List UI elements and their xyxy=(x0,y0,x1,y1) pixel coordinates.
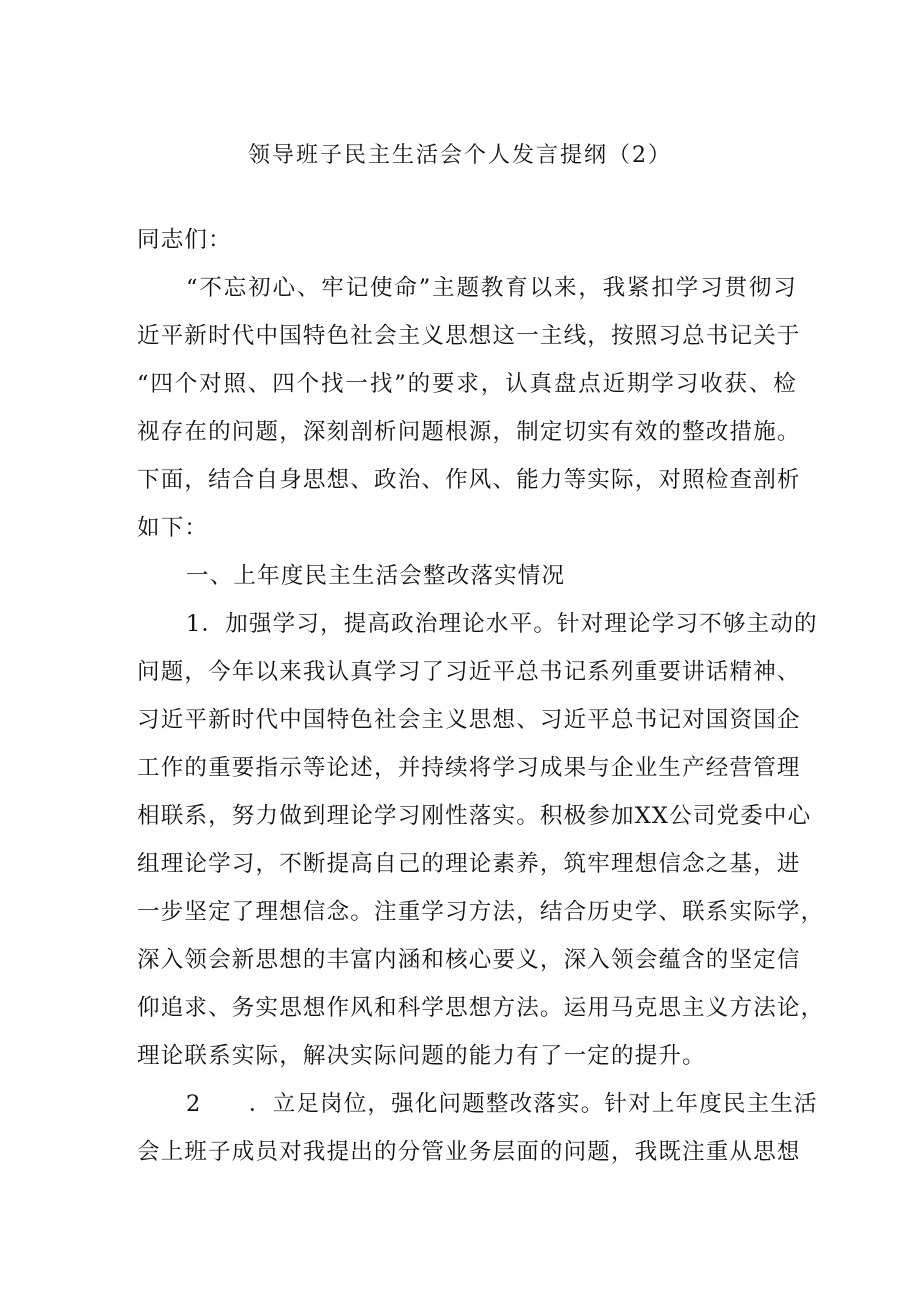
paragraph-line: 1．加强学习，提高政治理论水平。针对理论学习不够主动的 xyxy=(186,611,818,637)
paragraph-line: 2 ．立足岗位，强化问题整改落实。针对上年度民主生活 xyxy=(186,1091,818,1117)
paragraph-line: 问题，今年以来我认真学习了习近平总书记系列重要讲话精神、 xyxy=(137,659,801,685)
paragraph-line: 下面，结合自身思想、政治、作风、能力等实际，对照检查剖析 xyxy=(137,467,801,493)
paragraph-line: “四个对照、四个找一找”的要求，认真盘点近期学习收获、检 xyxy=(137,371,797,397)
paragraph-line: 深入领会新思想的丰富内涵和核心要义，深入领会蕴含的坚定信 xyxy=(137,947,801,973)
document-title: 领导班子民主生活会个人发言提纲（2） xyxy=(248,143,672,168)
paragraph-line: 习近平新时代中国特色社会主义思想、习近平总书记对国资国企 xyxy=(137,707,801,733)
paragraph-line: 视存在的问题，深刻剖析问题根源，制定切实有效的整改措施。 xyxy=(137,419,801,445)
section-heading: 一、上年度民主生活会整改落实情况 xyxy=(186,563,566,589)
paragraph-line: 会上班子成员对我提出的分管业务层面的问题，我既注重从思想 xyxy=(137,1139,801,1165)
paragraph-line: 一步坚定了理想信念。注重学习方法，结合历史学、联系实际学， xyxy=(137,899,825,925)
paragraph-line: 理论联系实际，解决实际问题的能力有了一定的提升。 xyxy=(137,1043,706,1069)
paragraph-line: 组理论学习，不断提高自己的理论素养，筑牢理想信念之基，进 xyxy=(137,851,801,877)
paragraph-line: 如下： xyxy=(137,515,209,541)
paragraph-line: “不忘初心、牢记使命”主题教育以来，我紧扣学习贯彻习 xyxy=(186,275,797,301)
paragraph-line: 仰追求、务实思想作风和科学思想方法。运用马克思主义方法论， xyxy=(137,995,825,1021)
salutation: 同志们： xyxy=(137,227,232,253)
paragraph-line: 相联系，努力做到理论学习刚性落实。积极参加XX公司党委中心 xyxy=(137,803,812,829)
paragraph-line: 工作的重要指示等论述，并持续将学习成果与企业生产经营管理 xyxy=(137,755,801,781)
paragraph-line: 近平新时代中国特色社会主义思想这一主线，按照习总书记关于 xyxy=(137,323,801,349)
